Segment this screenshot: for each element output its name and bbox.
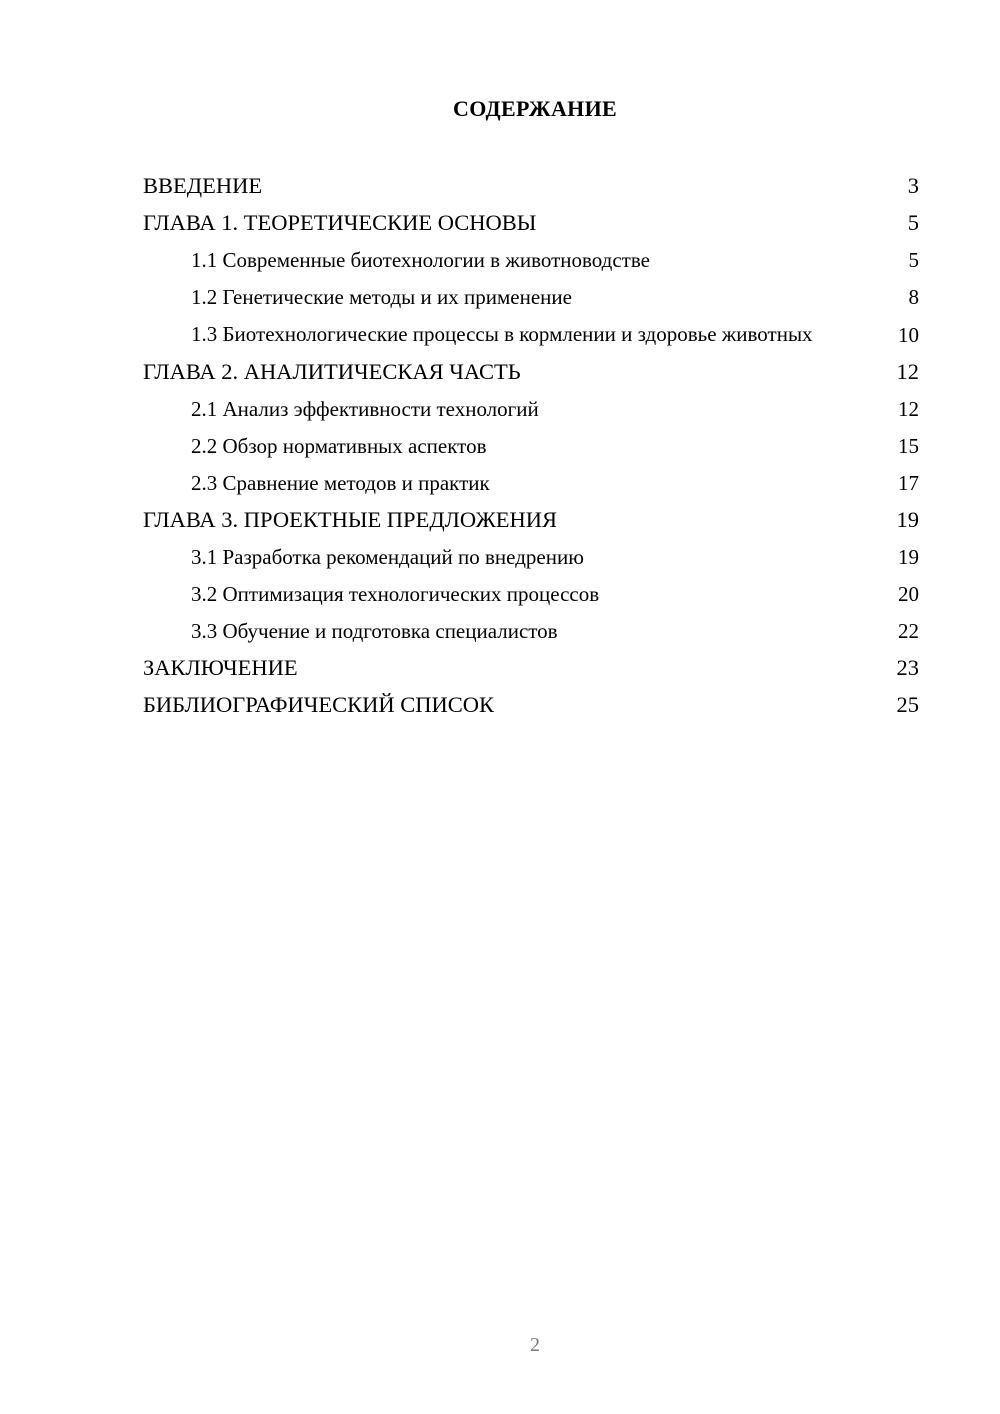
- toc-entry-page: 22: [898, 619, 919, 643]
- toc-entry-label: ГЛАВА 3. ПРОЕКТНЫЕ ПРЕДЛОЖЕНИЯ: [143, 507, 558, 532]
- page-title: СОДЕРЖАНИЕ: [453, 96, 617, 121]
- toc-entry-label: 3.1 Разработка рекомендаций по внедрению: [191, 545, 584, 569]
- toc-entry-bibliography: [143, 687, 919, 724]
- toc-entry-page: 5: [908, 248, 919, 272]
- toc-entry-section-3-1: [143, 539, 919, 576]
- toc-entry-section-3-3: [143, 613, 919, 650]
- toc-entry-section-3-2: [143, 576, 919, 613]
- toc-entry-conclusion: [143, 650, 919, 687]
- toc-entry-page: 17: [898, 471, 919, 495]
- toc-entry-chapter-2: [143, 354, 919, 391]
- toc-entry-page: 20: [898, 582, 919, 606]
- toc-entry-chapter-1: [143, 205, 919, 242]
- toc-entry-page: 19: [896, 507, 919, 532]
- toc-entry-section-2-3: [143, 465, 919, 502]
- toc-entry-page: 23: [896, 655, 919, 680]
- toc-entry-introduction: [143, 168, 919, 205]
- toc-entry-section-1-3: [143, 316, 919, 354]
- toc-entry-label: 1.1 Современные биотехнологии в животноводстве: [191, 248, 650, 272]
- toc-entry-label: 3.2 Оптимизация технологических процессов: [191, 582, 600, 606]
- toc-entry-label: 1.3 Биотехнологические процессы в кормлении и здоровье животных: [191, 322, 813, 346]
- toc-entry-label: 1.2 Генетические методы и их применение: [191, 285, 572, 309]
- toc-entry-page: 10: [898, 323, 919, 347]
- toc-entry-label: ГЛАВА 1. ТЕОРЕТИЧЕСКИЕ ОСНОВЫ: [143, 210, 537, 235]
- toc-entry-section-1-1: [143, 242, 919, 279]
- toc-entry-label: 2.1 Анализ эффективности технологий: [191, 397, 539, 421]
- toc-entry-page: 12: [898, 397, 919, 421]
- toc-entry-section-2-1: [143, 391, 919, 428]
- toc-entry-label: 3.3 Обучение и подготовка специалистов: [191, 619, 558, 643]
- toc-entry-label: ЗАКЛЮЧЕНИЕ: [143, 655, 298, 680]
- toc-entry-label: 2.2 Обзор нормативных аспектов: [191, 434, 487, 458]
- toc-entry-section-2-2: [143, 428, 919, 465]
- toc-entry-section-1-2: [143, 279, 919, 316]
- toc-entry-label: ГЛАВА 2. АНАЛИТИЧЕСКАЯ ЧАСТЬ: [143, 359, 521, 384]
- toc-entry-label: 2.3 Сравнение методов и практик: [191, 471, 490, 495]
- toc-entry-chapter-3: [143, 502, 919, 539]
- toc-entry-page: 12: [896, 359, 919, 384]
- table-of-contents: [143, 168, 919, 724]
- toc-entry-page: 5: [907, 210, 919, 235]
- toc-entry-page: 8: [908, 285, 919, 309]
- toc-entry-page: 15: [898, 434, 919, 458]
- page-number: 2: [530, 1334, 540, 1356]
- toc-entry-label: ВВЕДЕНИЕ: [143, 173, 263, 198]
- toc-entry-page: 25: [896, 692, 919, 717]
- toc-entry-page: 19: [898, 545, 919, 569]
- toc-entry-label: БИБЛИОГРАФИЧЕСКИЙ СПИСОК: [143, 692, 495, 717]
- toc-entry-page: 3: [907, 173, 919, 198]
